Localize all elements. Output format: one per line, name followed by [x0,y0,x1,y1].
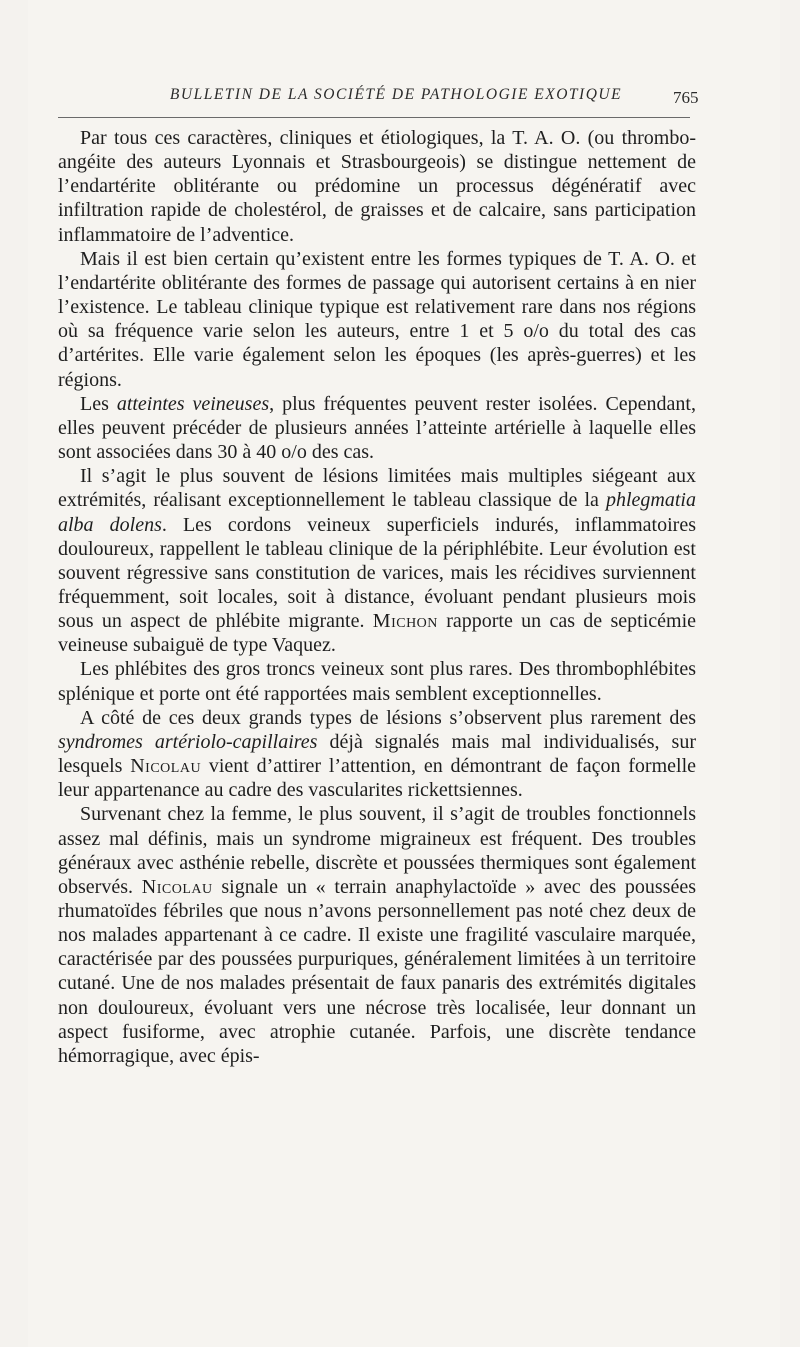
text-run: rapporte un cas de septicémie veineuse subaiguë de type Vaquez. [58,610,697,657]
body-text [58,126,696,1068]
text-run: Il s’agit le plus souvent de lésions limitées mais multiples siégeant aux extrémités, réalisant exceptionnellement le tableau classique de la [58,465,696,512]
text-run: . Les cordons veineux superficiels indurés, inflammatoires douloureux, rappellent le tableau clinique de la périphlébite. Leur évolution est souvent régressive sans constitution de varices, mais les récidives surviennent fréquemment, soit locales, soit à distance, évoluant pendant plusieurs mois sous un aspect de phlébite migrante. [58,513,696,633]
paragraph [58,706,696,803]
author-name: Nicolau [141,875,213,898]
page-number: 765 [673,88,699,107]
text-run: , plus fréquentes peuvent rester isolées. Cependant, elles peuvent précéder de plusieurs années l’atteinte artérielle à laquelle elles sont associées dans 30 à 40 o/o des cas. [58,392,696,464]
emphasis-text: phlegmatia alba dolens [58,489,696,536]
emphasis-text: syndromes artériolo-capillaires [58,730,318,753]
author-name: Michon [372,610,438,633]
text-run: vient d’attirer l’attention, en démontrant de façon formelle leur appartenance au cadre des vascularites rickettsiennes. [58,755,696,802]
author-name: Nicolau [130,755,202,778]
paragraph [58,126,696,247]
text-run: signale un « terrain anaphylactoïde » avec des poussées rhumatoïdes fébriles que nous n’avons personnellement pas noté chez deux de nos malades appartenant à ce cadre. Il existe une fragilité vasculaire marquée, caractérisée par des poussées purpuriques, généralement limitées à un territoire cutané. Une de nos malades présentait de faux panaris des extrémités digitales non douloureux, évoluant vers une nécrose très localisée, leur donnant un aspect fusiforme, avec atrophie cutanée. Parfois, une discrète tendance hémorragique, avec épis- [58,875,696,1067]
text-run: Mais il est bien certain qu’existent entre les formes typiques de T. A. O. et l’endartérite oblitérante des formes de passage qui autorisent certains à en nier l’existence. Le tableau clinique typique est relativement rare dans nos régions où sa fréquence varie selon les auteurs, entre 1 et 5 o/o du total des cas d’artérites. Elle varie également selon les époques (les après-guerres) et les régions. [58,247,696,391]
text-run: Les phlébites des gros troncs veineux sont plus rares. Des thrombophlébites splénique et porte ont été rapportées mais semblent exceptionnelles. [58,658,696,705]
text-run: Par tous ces caractères, cliniques et étiologiques, la T. A. O. (ou thrombo-angéite des auteurs Lyonnais et Strasbourgeois) se distingue nettement de l’endartérite oblitérante ou prédomine un processus dégénératif avec infiltration rapide de cholestérol, de graisses et de calcaire, sans participation inflammatoire de l’adventice. [58,127,696,246]
header-rule [58,117,690,118]
text-run: déjà signalés mais mal individualisés, sur lesquels [58,730,696,778]
emphasis-text: atteintes veineuses [116,392,270,415]
paragraph [58,802,696,1068]
document-page [28,0,780,1347]
text-run: Les [80,392,117,415]
paragraph [58,464,696,657]
paragraph [58,247,696,392]
text-run: Survenant chez la femme, le plus souvent, il s’agit de troubles fonctionnels assez mal définis, mais un syndrome migraineux est fréquent. Des troubles généraux avec asthénie rebelle, discrète et poussées thermiques sont également observés. [58,803,696,898]
paragraph [58,657,696,705]
text-run: A côté de ces deux grands types de lésions s’observent plus rarement des [80,706,696,729]
paragraph [58,392,696,464]
running-head: BULLETIN DE LA SOCIÉTÉ DE PATHOLOGIE EXOTIQUE [169,86,623,103]
